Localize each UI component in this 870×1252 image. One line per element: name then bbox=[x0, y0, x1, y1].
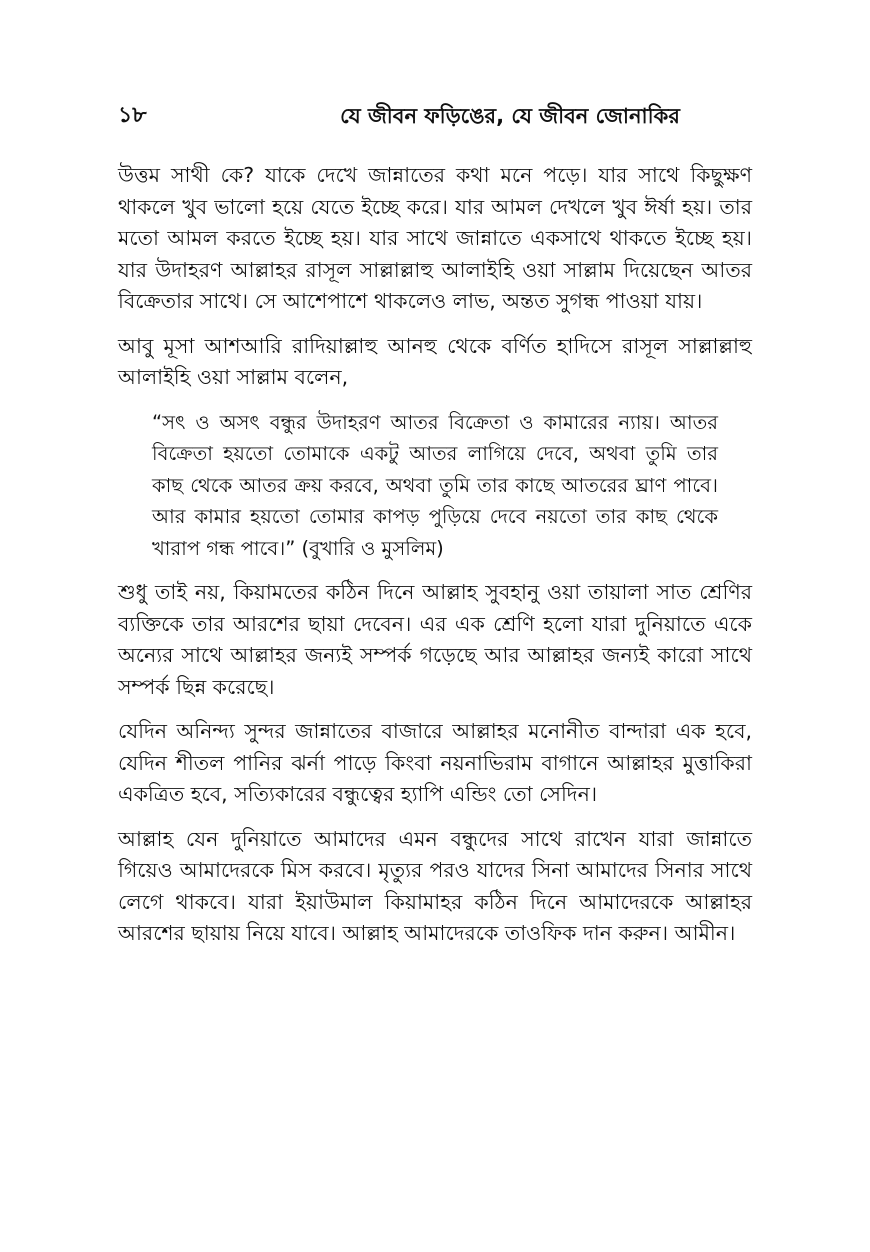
page-number: ১৮ bbox=[118, 103, 147, 128]
paragraph-best-companion: উত্তম সাথী কে? যাকে দেখে জান্নাতের কথা মনে পড়ে। যার সাথে কিছুক্ষণ থাকলে খুব ভালো হয়ে যেতে ইচ্ছে করে। যার আমল দেখলে খুব ঈর্ষা হয়। তার মতো আমল করতে ইচ্ছে হয়। যার সাথে জান্নাতে একসাথে থাকতে ইচ্ছে হয়। যার উদাহরণ আল্লাহর রাসূল সাল্লাল্লাহু আলাইহি ওয়া সাল্লাম দিয়েছেন আতর বিক্রেতার সাথে। সে আশেপাশে থাকলেও লাভ, অন্তত সুগন্ধ পাওয়া যায়। bbox=[118, 163, 752, 313]
page-content bbox=[118, 160, 752, 963]
page-header bbox=[118, 98, 752, 138]
hadith-quote: “সৎ ও অসৎ বন্ধুর উদাহরণ আতর বিক্রেতা ও কামারের ন্যায়। আতর বিক্রেতা হয়তো তোমাকে একটু আতর লাগিয়ে দেবে, অথবা তুমি তার কাছ থেকে আতর ক্রয় করবে, অথবা তুমি তার কাছে আতরের ঘ্রাণ পাবে। আর কামার হয়তো তোমার কাপড় পুড়িয়ে দেবে নয়তো তার কাছ থেকে খারাপ গন্ধ পাবে।” (বুখারি ও মুসলিম) bbox=[152, 410, 718, 560]
paragraph-arsh-shade: শুধু তাই নয়, কিয়ামতের কঠিন দিনে আল্লাহ সুবহানু ওয়া তায়ালা সাত শ্রেণির ব্যক্তিকে তার আরশের ছায়া দেবেন। এর এক শ্রেণি হলো যারা দুনিয়াতে একে অন্যের সাথে আল্লাহর জন্যই সম্পর্ক গড়েছে আর আল্লাহর জন্যই কারো সাথে সম্পর্ক ছিন্ন করেছে। bbox=[118, 580, 752, 699]
paragraph-closing-dua: আল্লাহ যেন দুনিয়াতে আমাদের এমন বন্ধুদের সাথে রাখেন যারা জান্নাতে গিয়েও আমাদেরকে মিস করবে। মৃত্যুর পরও যাদের সিনা আমাদের সিনার সাথে লেগে থাকবে। যারা ইয়াউমাল কিয়ামাহর কঠিন দিনে আমাদেরকে আল্লাহর আরশের ছায়ায় নিয়ে যাবে। আল্লাহ আমাদেরকে তাওফিক দান করুন। আমীন। bbox=[118, 826, 752, 945]
paragraph-jannah-market: যেদিন অনিন্দ্য সুন্দর জান্নাতের বাজারে আল্লাহর মনোনীত বান্দারা এক হবে, যেদিন শীতল পানির ঝর্না পাড়ে কিংবা নয়নাভিরাম বাগানে আল্লাহর মুত্তাকিরা একত্রিত হবে, সত্যিকারের বন্ধুত্বের হ্যাপি এন্ডিং তো সেদিন। bbox=[118, 719, 752, 806]
running-title: যে জীবন ফড়িঙের, যে জীবন জোনাকির bbox=[340, 104, 680, 128]
paragraph-hadith-intro: আবু মূসা আশআরি রাদিয়াল্লাহু আনহু থেকে বর্ণিত হাদিসে রাসূল সাল্লাল্লাহু আলাইহি ওয়া সাল্লাম বলেন, bbox=[118, 333, 752, 389]
